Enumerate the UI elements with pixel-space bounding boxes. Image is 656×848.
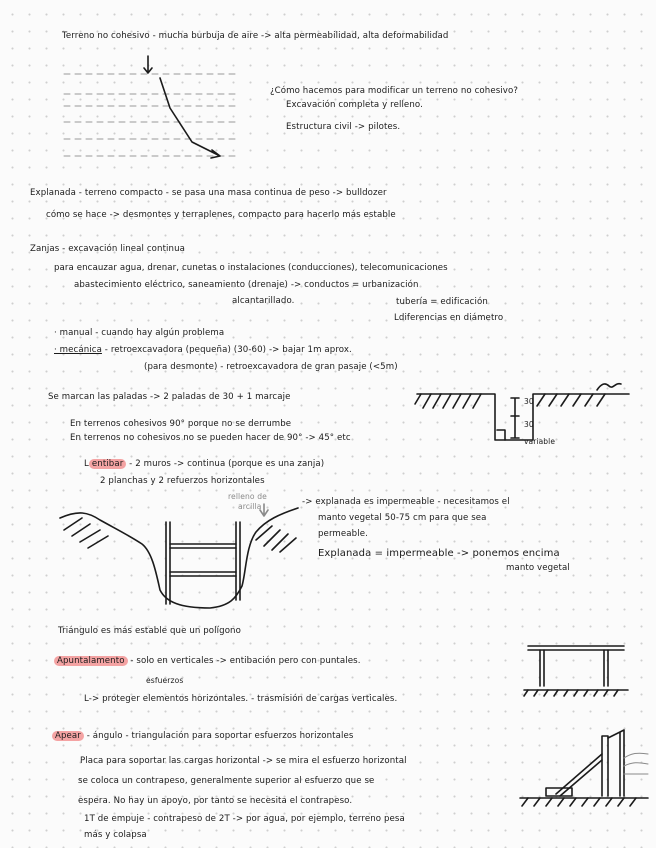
manual-bullet: · manual - cuando hay algún problema (54, 328, 225, 338)
explanada-note-2: manto vegetal 50-75 cm para que sea (318, 513, 487, 523)
entibar-rest: - 2 muros -> continua (porque es una zanja) (126, 459, 325, 469)
trench-label-30a: 30 (524, 397, 534, 406)
explanada-line: Explanada - terreno compacto - se pasa una masa continua de peso -> bulldozer (30, 188, 387, 198)
explanada-note-4: Explanada = impermeable -> ponemos encima (318, 548, 560, 559)
placa-line: Placa para soportar las cargas horizontal -> se mira el esfuerzo horizontal (80, 756, 407, 766)
entibar-highlight: entibar (89, 459, 126, 469)
apuntalamento-rest: - solo en verticales -> entibación pero con puntales. (127, 656, 361, 666)
apuntalamento-highlight: Apuntalamento (54, 656, 128, 666)
mecanica-label: · mecánica (54, 345, 102, 355)
trench-label-30b: 30 (524, 420, 534, 429)
contrapeso-line-2: espera. No hay un apoyo, por tanto se necesita el contrapeso. (78, 796, 353, 806)
trench-diagram (415, 380, 630, 455)
mecanica-rest: - retroexcavadora (pequeña) (30-60) -> bajar 1m aprox. (101, 345, 352, 355)
alcantarillado-text: alcantarillado. (232, 296, 295, 306)
contrapeso-line-1: se coloca un contrapeso, generalmente superior al esfuerzo que se (78, 776, 375, 786)
zanjas-title: Zanjas - excavación lineal continua (30, 244, 185, 254)
explanada-note-3: permeable. (318, 529, 368, 539)
zanjas-line-1: para encauzar agua, drenar, cunetas o instalaciones (conducciones), telecomunicaciones (54, 263, 448, 273)
apear-line (52, 731, 353, 742)
triangulo-line: Triángulo es más estable que un polígono (58, 626, 241, 636)
desmonte-line: (para desmonte) - retroexcavadora de gran pasaje (<5m) (144, 362, 398, 372)
trench-label-variable: variable (524, 437, 556, 446)
entibar-prefix: L (84, 459, 89, 469)
apear-diagram (520, 712, 650, 812)
tuberia-text: tubería = edificación (396, 297, 488, 307)
answer-excavacion: Excavación completa y relleno. (286, 100, 423, 110)
diferencias-text: Ldiferencias en diámetro (394, 313, 504, 323)
answer-estructura: Estructura civil -> pilotes. (286, 122, 401, 132)
no-cohesivos-line: En terrenos no cohesivos no se pueden hacer de 90° -> 45° etc (70, 433, 351, 443)
entibar-line (84, 459, 324, 470)
colapsa-line: más y colapsa (84, 830, 147, 840)
apear-highlight: Apear (52, 731, 84, 741)
terreno-title: Terreno no cohesivo - mucha burbuja de aire -> alta permeabilidad, alta deformabilidad (62, 31, 449, 41)
cohesivos-line: En terrenos cohesivos 90° porque no se derrumbe (70, 419, 292, 429)
soil-particles-sketch (60, 48, 260, 173)
explanada-note-5: manto vegetal (506, 563, 570, 573)
mecanica-bullet (54, 345, 352, 356)
relleno-label-1: relleno de (228, 492, 267, 501)
planchas-line: 2 planchas y 2 refuerzos horizontales (100, 476, 265, 486)
paladas-line: Se marcan las paladas -> 2 paladas de 30 + 1 marcaje (48, 392, 291, 402)
entibacion-diagram (60, 490, 300, 615)
proteger-line: L-> proteger elementos horizontales. - trasmisión de cargas verticales. (84, 694, 398, 704)
shoring-table-diagram (524, 640, 634, 700)
empuje-line: 1T de empuje - contrapeso de 2T -> por agua, por ejemplo, terreno pesa (84, 814, 405, 824)
question-text: ¿Cómo hacemos para modificar un terreno no cohesivo? (270, 86, 518, 96)
apuntalamento-line (54, 656, 361, 667)
zanjas-line-2: abastecimiento eléctrico, saneamiento (drenaje) -> conductos = urbanización (74, 280, 419, 290)
como-se-hace-line: cómo se hace -> desmontes y terraplenes, compacto para hacerlo más estable (46, 210, 396, 220)
esfuerzos-note: esfuerzos (146, 676, 184, 685)
relleno-label-2: arcilla (238, 502, 262, 511)
explanada-note-1: -> explanada es impermeable - necesitamos el (302, 497, 510, 507)
apear-rest: - ángulo - triangulación para soportar esfuerzos horizontales (83, 731, 354, 741)
